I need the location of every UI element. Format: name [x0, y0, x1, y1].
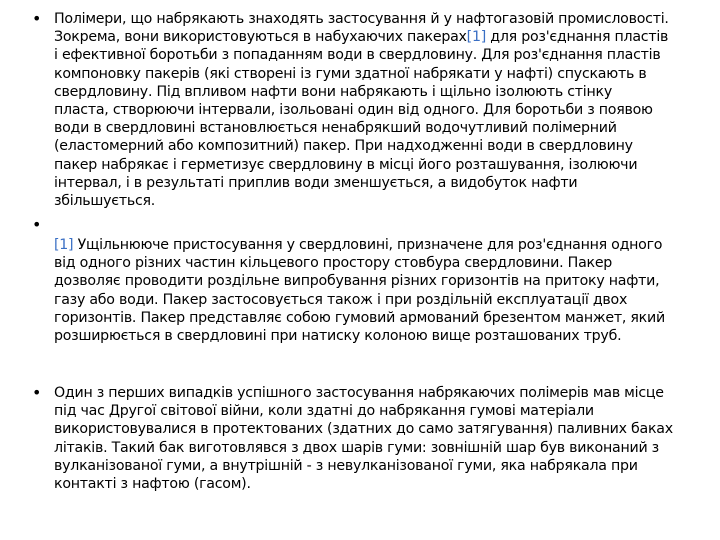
paragraph-packers	[54, 10, 700, 210]
paragraph-history	[54, 384, 700, 493]
text-line: компоновку пакерів (які створені із гуми здатної набрякати у нафті) спускають в	[54, 65, 647, 82]
text-line	[54, 28, 700, 46]
text-line: горизонтів. Пакер представляє собою гумовий армований брезентом манжет, який	[54, 309, 665, 326]
text-line: використовувалися в протектованих (здатних до само затягування) паливних баках	[54, 421, 673, 438]
text-line: контакті з нафтою (гасом).	[54, 476, 251, 493]
text-line: дозволяє проводити роздільне випробування різних горизонтів на притоку нафти,	[54, 273, 660, 290]
text-line: і ефективної боротьби з попаданням води в свердловину. Для роз'єднання пластів	[54, 47, 661, 64]
text-line: свердловину. Під впливом нафти вони набрякають і щільно ізолюють стінку	[54, 83, 612, 100]
text-line: газу або води. Пакер застосовується також і при роздільній експлуатації двох	[54, 291, 628, 308]
text-line	[54, 236, 700, 254]
text-line: вулканізованої гуми, а внутрішній - з невулканізованої гуми, яка набрякала при	[54, 457, 638, 474]
text-fragment: для роз'єднання пластів	[486, 29, 669, 46]
text-line: літаків. Такий бак виготовлявся з двох шарів гуми: зовнішній шар був виконаний з	[54, 439, 659, 456]
text-line: розширюється в свердловині при натиску колоною вище розташованих труб.	[54, 328, 622, 345]
text-fragment: Зокрема, вони використовуються в набухаючих пакерах	[54, 29, 467, 46]
text-line: від одного різних частин кільцевого простору стовбура свердловини. Пакер	[54, 255, 613, 272]
text-line: пласта, створюючи інтервали, ізольовані один від одного. Для боротьби з появою	[54, 102, 653, 119]
footnote-marker: [1]	[54, 237, 74, 253]
footnote-reference-link[interactable]: [1]	[466, 29, 487, 46]
paragraph-footnote	[54, 236, 700, 345]
text-line: води в свердловині встановлюється ненабрякший водочутливий полімерний	[54, 120, 617, 137]
text-fragment: Ущільнююче пристосування у свердловині, призначене для роз'єднання одного	[73, 237, 663, 253]
text-line: збільшується.	[54, 193, 156, 210]
text-line: інтервал, і в результаті приплив води зменшується, а видобуток нафти	[54, 174, 578, 191]
bullet-marker: •	[32, 9, 42, 28]
bullet-marker: •	[32, 215, 42, 234]
text-line: під час Другої світової війни, коли здатні до набрякання гумові матеріали	[54, 403, 594, 420]
bullet-marker: •	[32, 383, 42, 402]
text-line: Один з перших випадків успішного застосування набрякаючих полімерів мав місце	[54, 385, 664, 401]
text-line: пакер набрякає і герметизує свердловину в місці його розташування, ізолюючи	[54, 156, 638, 173]
text-line: (еластомерний або композитний) пакер. При надходженні води в свердловину	[54, 138, 633, 155]
text-line: Полімери, що набрякають знаходять застосування й у нафтогазовій промисловості.	[54, 11, 669, 27]
